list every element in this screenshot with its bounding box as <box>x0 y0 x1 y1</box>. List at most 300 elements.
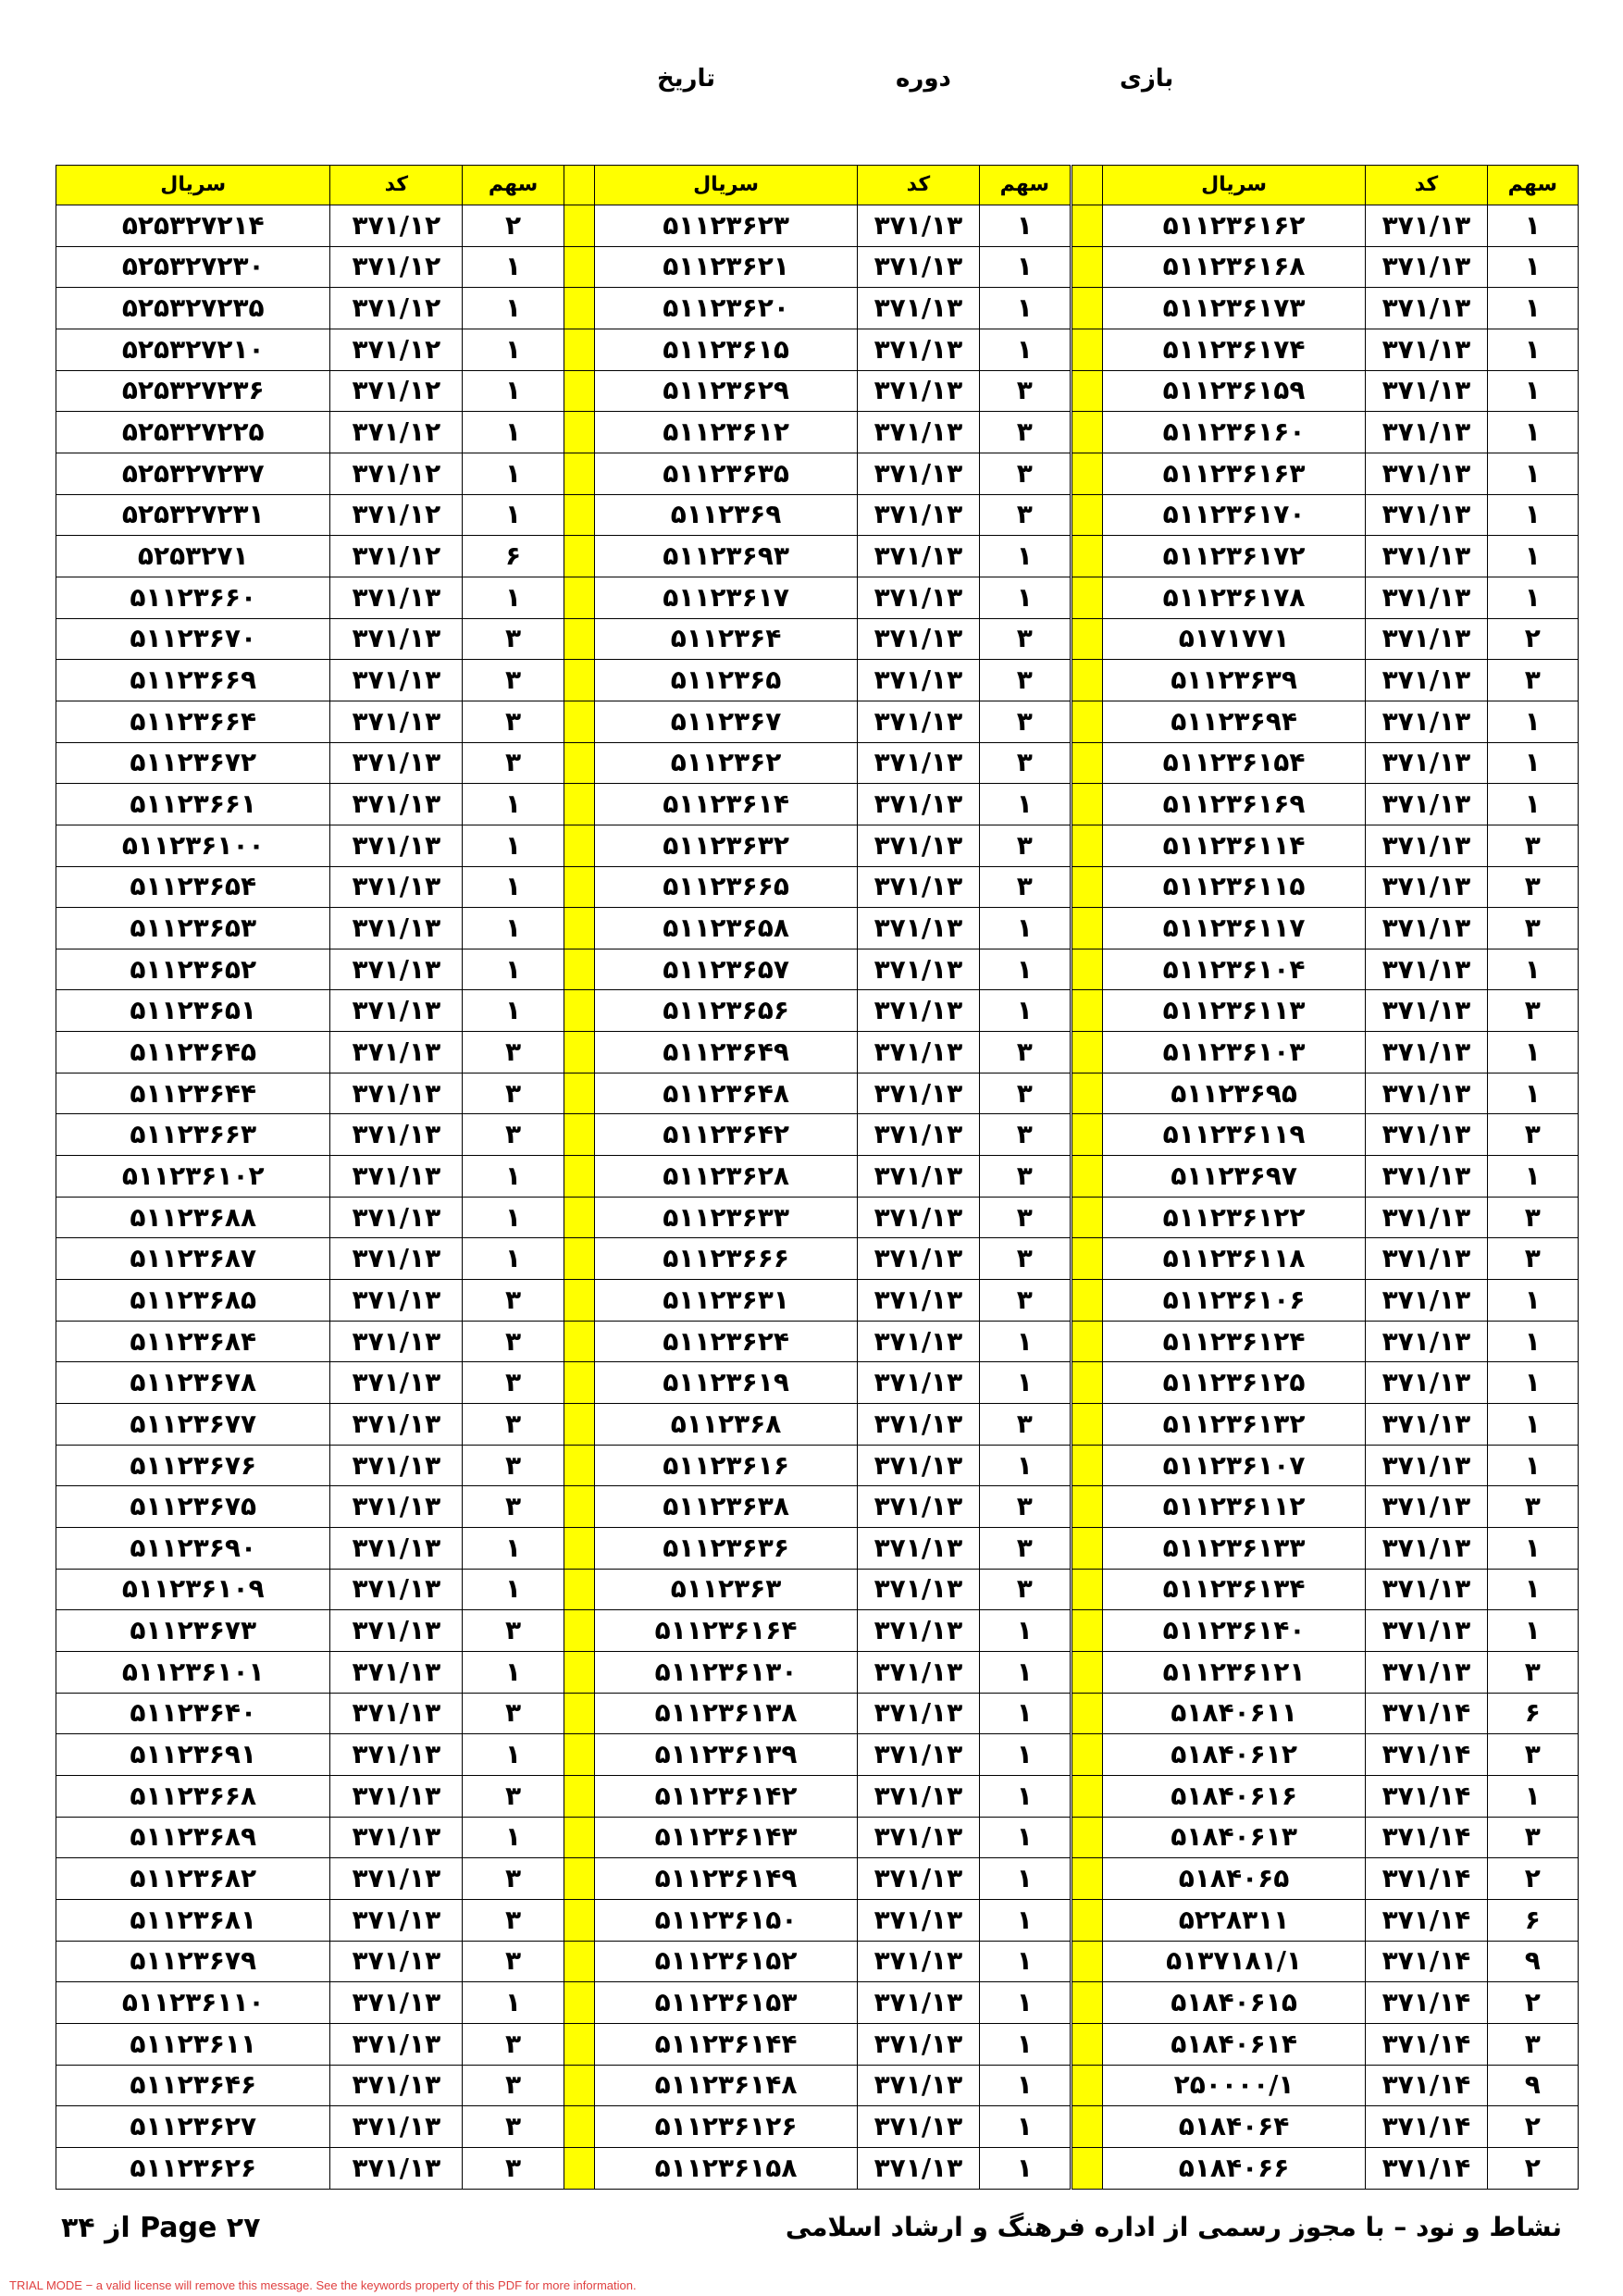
cell-kod: ۳۷۱/۱۳ <box>1366 742 1487 784</box>
cell-serial: ۵۱۱۲۳۶۱۷۸ <box>1102 577 1365 618</box>
cell-sahm: ۹ <box>1487 1941 1578 1982</box>
table-row <box>1072 1032 1579 1074</box>
cell-serial: ۵۱۱۲۳۶۱۲ <box>594 412 857 453</box>
table-row <box>1072 494 1579 536</box>
cell-serial: ۵۲۵۳۲۷۲۳۶ <box>56 370 330 412</box>
cell-kod: ۳۷۱/۱۴ <box>1366 1734 1487 1776</box>
table-row <box>1072 1982 1579 2024</box>
spacer-cell <box>1072 1238 1103 1280</box>
spacer-cell <box>564 1982 595 2024</box>
table-row <box>564 1073 1071 1114</box>
cell-sahm: ۳ <box>1487 1114 1578 1156</box>
cell-sahm: ۳ <box>979 701 1070 742</box>
cell-sahm: ۱ <box>1487 1362 1578 1404</box>
table-row <box>1072 1569 1579 1610</box>
cell-kod: ۳۷۱/۱۳ <box>1366 1156 1487 1198</box>
table-row <box>1072 1528 1579 1570</box>
spacer-cell <box>564 205 595 247</box>
cell-sahm: ۱ <box>1487 494 1578 536</box>
col-header-sahm: سهم <box>1487 166 1578 205</box>
cell-serial: ۵۱۱۲۳۶۱۰۷ <box>1102 1445 1365 1486</box>
cell-sahm: ۱ <box>463 412 564 453</box>
cell-serial: ۵۱۱۲۳۶۴۰ <box>56 1693 330 1734</box>
cell-serial: ۵۱۱۲۳۶۱۰۱ <box>56 1651 330 1693</box>
cell-kod: ۳۷۱/۱۳ <box>1366 701 1487 742</box>
cell-sahm: ۳ <box>463 2065 564 2106</box>
table-row <box>564 990 1071 1032</box>
spacer-cell <box>1072 288 1103 329</box>
cell-serial: ۵۱۱۲۳۶۱۶۳ <box>1102 453 1365 494</box>
cell-sahm: ۳ <box>1487 2023 1578 2065</box>
spacer-cell <box>1072 494 1103 536</box>
cell-serial: ۵۱۱۲۳۶۴۵ <box>56 1032 330 1074</box>
cell-sahm: ۱ <box>1487 1775 1578 1817</box>
table-row <box>56 1486 564 1528</box>
spacer-cell <box>1072 2147 1103 2189</box>
spacer-cell <box>564 618 595 660</box>
cell-sahm: ۱ <box>463 1734 564 1776</box>
cell-serial: ۵۱۱۲۳۶۱۴۳ <box>594 1817 857 1858</box>
table-row <box>564 1528 1071 1570</box>
cell-kod: ۳۷۱/۱۳ <box>330 1899 463 1941</box>
cell-sahm: ۳ <box>1487 908 1578 949</box>
cell-kod: ۳۷۱/۱۲ <box>330 536 463 577</box>
table-row <box>564 1941 1071 1982</box>
cell-sahm: ۱ <box>463 1238 564 1280</box>
spacer-cell <box>564 1404 595 1446</box>
cell-sahm: ۱ <box>1487 536 1578 577</box>
cell-kod: ۳۷۱/۱۳ <box>330 1073 463 1114</box>
cell-sahm: ۱ <box>1487 1280 1578 1322</box>
spacer-cell <box>1072 2065 1103 2106</box>
cell-kod: ۳۷۱/۱۳ <box>330 618 463 660</box>
cell-kod: ۳۷۱/۱۳ <box>330 1651 463 1693</box>
spacer-cell <box>1072 1817 1103 1858</box>
table-row <box>564 866 1071 908</box>
cell-kod: ۳۷۱/۱۳ <box>858 494 979 536</box>
cell-kod: ۳۷۱/۱۳ <box>1366 1651 1487 1693</box>
cell-serial: ۵۱۱۲۳۶۱۷۰ <box>1102 494 1365 536</box>
table-row <box>564 701 1071 742</box>
cell-serial: ۵۱۱۲۳۶۲۰ <box>594 288 857 329</box>
cell-kod: ۳۷۱/۱۳ <box>858 1858 979 1900</box>
cell-serial: ۵۱۱۲۳۶۱۱۳ <box>1102 990 1365 1032</box>
cell-kod: ۳۷۱/۱۳ <box>330 1528 463 1570</box>
table-row <box>56 908 564 949</box>
cell-serial: ۵۱۱۲۳۶۷ <box>594 701 857 742</box>
spacer-cell <box>1072 205 1103 247</box>
cell-sahm: ۲ <box>1487 1858 1578 1900</box>
cell-serial: ۵۱۱۲۳۶۷۷ <box>56 1404 330 1446</box>
table-row <box>564 288 1071 329</box>
table-row <box>56 412 564 453</box>
spacer-cell <box>1072 742 1103 784</box>
cell-serial: ۵۱۱۲۳۶۱۱۸ <box>1102 1238 1365 1280</box>
table-row <box>1072 2023 1579 2065</box>
cell-serial: ۵۱۱۲۳۶۵۶ <box>594 990 857 1032</box>
table-row <box>1072 1321 1579 1362</box>
cell-serial: ۵۱۱۲۳۶۸۵ <box>56 1280 330 1322</box>
cell-kod: ۳۷۱/۱۳ <box>858 1197 979 1238</box>
cell-serial: ۵۱۱۲۳۶۵۸ <box>594 908 857 949</box>
cell-kod: ۳۷۱/۱۳ <box>858 701 979 742</box>
cell-sahm: ۳ <box>979 412 1070 453</box>
table-row <box>1072 742 1579 784</box>
spacer-cell <box>1072 1156 1103 1198</box>
cell-kod: ۳۷۱/۱۲ <box>330 205 463 247</box>
spacer-cell <box>1072 908 1103 949</box>
cell-sahm: ۲ <box>1487 2147 1578 2189</box>
spacer-cell <box>564 412 595 453</box>
cell-serial: ۵۲۲۸۳۱۱ <box>1102 1899 1365 1941</box>
cell-serial: ۵۱۱۲۳۶۶۹ <box>56 660 330 701</box>
spacer-cell <box>564 660 595 701</box>
spacer-cell <box>564 577 595 618</box>
cell-sahm: ۱ <box>979 1321 1070 1362</box>
spacer-cell <box>1072 1610 1103 1652</box>
table-row <box>56 1321 564 1362</box>
table-row <box>564 1156 1071 1198</box>
cell-serial: ۵۱۱۲۳۶۲۸ <box>594 1156 857 1198</box>
spacer-cell <box>1072 1982 1103 2024</box>
table-row <box>1072 990 1579 1032</box>
cell-serial: ۵۱۱۲۳۶۳۲ <box>594 825 857 866</box>
cell-serial: ۵۱۱۲۳۶۳۸ <box>594 1486 857 1528</box>
cell-kod: ۳۷۱/۱۳ <box>858 742 979 784</box>
header-tarikh: تاریخ <box>657 65 715 93</box>
cell-serial: ۵۱۱۲۳۶۱۳۲ <box>1102 1404 1365 1446</box>
table-row <box>56 701 564 742</box>
cell-sahm: ۱ <box>1487 329 1578 370</box>
spacer-cell <box>1072 949 1103 990</box>
cell-serial: ۵۱۱۲۳۶۱۱۵ <box>1102 866 1365 908</box>
cell-serial: ۵۱۱۲۳۶۳۹ <box>1102 660 1365 701</box>
cell-serial: ۵۱۱۲۳۶۱۷۴ <box>1102 329 1365 370</box>
cell-sahm: ۱ <box>979 577 1070 618</box>
cell-sahm: ۱ <box>1487 246 1578 288</box>
table-row <box>56 1982 564 2024</box>
spacer-cell <box>1072 1404 1103 1446</box>
table-row <box>56 2106 564 2148</box>
cell-serial: ۵۱۱۲۳۶۱۳۹ <box>594 1734 857 1776</box>
trial-watermark: TRIAL MODE − a valid license will remove this message. See the keywords property of this PDF for more information. <box>9 2278 637 2292</box>
cell-sahm: ۹ <box>1487 2065 1578 2106</box>
cell-sahm: ۱ <box>463 288 564 329</box>
table-row <box>56 1569 564 1610</box>
spacer-cell <box>1072 2023 1103 2065</box>
cell-serial: ۵۱۱۲۳۶۵۳ <box>56 908 330 949</box>
table-row <box>564 784 1071 825</box>
cell-kod: ۳۷۱/۱۳ <box>330 660 463 701</box>
cell-serial: ۵۱۱۲۳۶۳۳ <box>594 1197 857 1238</box>
table-row <box>56 825 564 866</box>
table-row <box>56 453 564 494</box>
spacer-cell <box>564 908 595 949</box>
spacer-cell <box>1072 1941 1103 1982</box>
cell-kod: ۳۷۱/۱۳ <box>858 1941 979 1982</box>
cell-kod: ۳۷۱/۱۳ <box>1366 288 1487 329</box>
table-row <box>56 1693 564 1734</box>
table-row <box>564 329 1071 370</box>
cell-sahm: ۳ <box>463 1899 564 1941</box>
cell-kod: ۳۷۱/۱۳ <box>858 825 979 866</box>
cell-sahm: ۱ <box>463 1569 564 1610</box>
spacer-cell <box>1072 1858 1103 1900</box>
cell-serial: ۵۱۱۲۳۶۴۶ <box>56 2065 330 2106</box>
header-bazi: بازی <box>1120 65 1174 93</box>
cell-serial: ۵۱۱۲۳۶۱۶۰ <box>1102 412 1365 453</box>
cell-kod: ۳۷۱/۱۳ <box>330 908 463 949</box>
table-row <box>56 1238 564 1280</box>
table-row <box>564 1486 1071 1528</box>
cell-serial: ۵۱۱۲۳۶۱۲۶ <box>594 2106 857 2148</box>
table-row <box>1072 1197 1579 1238</box>
cell-sahm: ۳ <box>1487 866 1578 908</box>
table-row <box>1072 1693 1579 1734</box>
col-header-serial: سریال <box>594 166 857 205</box>
cell-serial: ۵۱۱۲۳۶۱۴۴ <box>594 2023 857 2065</box>
cell-serial: ۵۱۷۱۷۷۱ <box>1102 618 1365 660</box>
table-row <box>1072 1156 1579 1198</box>
cell-serial: ۵۱۱۲۳۶۶۸ <box>56 1775 330 1817</box>
cell-sahm: ۱ <box>463 949 564 990</box>
table-row <box>1072 1114 1579 1156</box>
cell-serial: ۵۱۱۲۳۶۴۸ <box>594 1073 857 1114</box>
table-row <box>1072 825 1579 866</box>
spacer-cell <box>564 1899 595 1941</box>
cell-serial: ۵۱۸۴۰۶۴ <box>1102 2106 1365 2148</box>
table-row <box>564 908 1071 949</box>
col-header-kod: کد <box>858 166 979 205</box>
cell-serial: ۵۱۱۲۳۶۵۲ <box>56 949 330 990</box>
cell-kod: ۳۷۱/۱۳ <box>330 1734 463 1776</box>
cell-sahm: ۱ <box>463 370 564 412</box>
cell-kod: ۳۷۱/۱۳ <box>1366 1321 1487 1362</box>
table-row <box>564 453 1071 494</box>
cell-serial: ۵۱۱۲۳۶۹۱ <box>56 1734 330 1776</box>
cell-kod: ۳۷۱/۱۳ <box>330 2065 463 2106</box>
spacer-cell <box>564 949 595 990</box>
table-row <box>564 1693 1071 1734</box>
spacer-cell <box>1072 1280 1103 1322</box>
cell-sahm: ۳ <box>979 866 1070 908</box>
cell-sahm: ۱ <box>1487 1445 1578 1486</box>
cell-sahm: ۱ <box>979 1693 1070 1734</box>
cell-serial: ۵۱۱۲۳۶۱۷۳ <box>1102 288 1365 329</box>
cell-sahm: ۳ <box>979 1569 1070 1610</box>
cell-sahm: ۱ <box>1487 701 1578 742</box>
cell-sahm: ۳ <box>979 825 1070 866</box>
table-row <box>564 2147 1071 2189</box>
cell-serial: ۵۱۱۲۳۶۱۰۲ <box>56 1156 330 1198</box>
spacer-cell <box>1072 2106 1103 2148</box>
cell-sahm: ۱ <box>1487 1610 1578 1652</box>
table-row <box>1072 412 1579 453</box>
spacer-cell <box>564 1445 595 1486</box>
table-row <box>564 1651 1071 1693</box>
table-row <box>56 1280 564 1322</box>
cell-kod: ۳۷۱/۱۴ <box>1366 1693 1487 1734</box>
cell-sahm: ۱ <box>463 453 564 494</box>
cell-sahm: ۳ <box>1487 1817 1578 1858</box>
cell-sahm: ۱ <box>1487 370 1578 412</box>
cell-serial: ۵۱۱۲۳۶۱۵۸ <box>594 2147 857 2189</box>
cell-sahm: ۱ <box>979 1941 1070 1982</box>
cell-serial: ۵۱۱۲۳۶۵ <box>594 660 857 701</box>
table-row <box>56 1734 564 1776</box>
cell-sahm: ۳ <box>463 1941 564 1982</box>
spacer-cell <box>564 1280 595 1322</box>
cell-sahm: ۱ <box>1487 949 1578 990</box>
cell-serial: ۵۱۸۴۰۶۱۳ <box>1102 1817 1365 1858</box>
cell-serial: ۵۱۱۲۳۶۲ <box>594 742 857 784</box>
cell-sahm: ۲ <box>1487 618 1578 660</box>
cell-sahm: ۱ <box>979 1775 1070 1817</box>
spacer-cell <box>1072 660 1103 701</box>
spacer-cell <box>564 2106 595 2148</box>
cell-sahm: ۱ <box>1487 1156 1578 1198</box>
cell-sahm: ۳ <box>1487 825 1578 866</box>
cell-kod: ۳۷۱/۱۳ <box>1366 1114 1487 1156</box>
cell-kod: ۳۷۱/۱۲ <box>330 494 463 536</box>
table-row <box>1072 1817 1579 1858</box>
cell-serial: ۵۱۱۲۳۶۸۱ <box>56 1899 330 1941</box>
cell-kod: ۳۷۱/۱۳ <box>330 2106 463 2148</box>
cell-sahm: ۳ <box>1487 1734 1578 1776</box>
table-row <box>56 1858 564 1900</box>
cell-kod: ۳۷۱/۱۳ <box>1366 453 1487 494</box>
table-row <box>564 1197 1071 1238</box>
table-row <box>56 1941 564 1982</box>
spacer-cell <box>564 1238 595 1280</box>
cell-sahm: ۳ <box>463 2147 564 2189</box>
cell-kod: ۳۷۱/۱۳ <box>858 1238 979 1280</box>
table-row <box>564 1445 1071 1486</box>
table-row <box>1072 908 1579 949</box>
cell-sahm: ۱ <box>979 288 1070 329</box>
table-row <box>1072 2106 1579 2148</box>
cell-kod: ۳۷۱/۱۳ <box>330 1238 463 1280</box>
cell-kod: ۳۷۱/۱۳ <box>330 1610 463 1652</box>
cell-sahm: ۲ <box>1487 1982 1578 2024</box>
spacer-cell <box>1072 246 1103 288</box>
spacer-cell <box>1072 1197 1103 1238</box>
spacer-cell <box>1072 701 1103 742</box>
cell-kod: ۳۷۱/۱۳ <box>858 1651 979 1693</box>
cell-kod: ۳۷۱/۱۳ <box>1366 1197 1487 1238</box>
cell-sahm: ۶ <box>463 536 564 577</box>
table-row <box>56 2147 564 2189</box>
spacer-cell <box>564 2065 595 2106</box>
table-row <box>1072 1404 1579 1446</box>
cell-kod: ۳۷۱/۱۳ <box>1366 949 1487 990</box>
cell-sahm: ۱ <box>979 784 1070 825</box>
cell-serial: ۵۱۱۲۳۶۱۲۵ <box>1102 1362 1365 1404</box>
spacer-cell <box>1072 1651 1103 1693</box>
cell-sahm: ۳ <box>979 494 1070 536</box>
table-row <box>1072 1073 1579 1114</box>
cell-serial: ۵۲۵۳۲۷۲۳۷ <box>56 453 330 494</box>
spacer-cell <box>1072 1321 1103 1362</box>
cell-kod: ۳۷۱/۱۳ <box>858 784 979 825</box>
cell-kod: ۳۷۱/۱۳ <box>858 618 979 660</box>
cell-sahm: ۱ <box>979 1362 1070 1404</box>
cell-serial: ۵۱۱۲۳۶۱۵۰ <box>594 1899 857 1941</box>
spacer-cell <box>564 1362 595 1404</box>
cell-sahm: ۳ <box>1487 1651 1578 1693</box>
spacer-cell <box>564 1569 595 1610</box>
spacer-cell <box>564 1032 595 1074</box>
cell-serial: ۵۱۱۲۳۶۵۴ <box>56 866 330 908</box>
cell-serial: ۵۱۱۲۳۶۵۱ <box>56 990 330 1032</box>
table-row <box>56 288 564 329</box>
cell-kod: ۳۷۱/۱۳ <box>330 2147 463 2189</box>
table-row <box>56 1404 564 1446</box>
cell-kod: ۳۷۱/۱۳ <box>858 990 979 1032</box>
spacer-cell <box>564 1486 595 1528</box>
table-row <box>564 1817 1071 1858</box>
cell-sahm: ۳ <box>979 1197 1070 1238</box>
cell-kod: ۳۷۱/۱۳ <box>858 1693 979 1734</box>
cell-sahm: ۱ <box>463 908 564 949</box>
cell-serial: ۵۱۱۲۳۶۲۷ <box>56 2106 330 2148</box>
cell-serial: ۵۱۱۲۳۶۹۰ <box>56 1528 330 1570</box>
table-row <box>1072 660 1579 701</box>
table-row <box>1072 701 1579 742</box>
cell-serial: ۵۱۱۲۳۶۹۴ <box>1102 701 1365 742</box>
cell-serial: ۵۱۱۲۳۶۱۴۸ <box>594 2065 857 2106</box>
spacer-cell <box>564 1321 595 1362</box>
spacer-cell <box>564 1941 595 1982</box>
table-row <box>564 1899 1071 1941</box>
cell-kod: ۳۷۱/۱۳ <box>858 1982 979 2024</box>
cell-kod: ۳۷۱/۱۳ <box>858 2023 979 2065</box>
cell-sahm: ۳ <box>979 742 1070 784</box>
cell-serial: ۵۲۵۳۲۷۲۲۵ <box>56 412 330 453</box>
col-header-sahm: سهم <box>979 166 1070 205</box>
cell-kod: ۳۷۱/۱۳ <box>858 205 979 247</box>
spacer-cell <box>1072 1073 1103 1114</box>
cell-kod: ۳۷۱/۱۳ <box>1366 990 1487 1032</box>
cell-sahm: ۳ <box>463 1610 564 1652</box>
cell-serial: ۵۱۱۲۳۶۱۳۴ <box>1102 1569 1365 1610</box>
cell-serial: ۵۱۱۲۳۶۳۵ <box>594 453 857 494</box>
cell-serial: ۵۱۱۲۳۶۱۳۰ <box>594 1651 857 1693</box>
cell-sahm: ۱ <box>1487 205 1578 247</box>
cell-kod: ۳۷۱/۱۳ <box>330 1114 463 1156</box>
cell-sahm: ۳ <box>979 1404 1070 1446</box>
spacer-cell <box>1072 1693 1103 1734</box>
cell-serial: ۵۱۱۲۳۶۲۱ <box>594 246 857 288</box>
cell-serial: ۵۱۸۴۰۶۶ <box>1102 2147 1365 2189</box>
table-row <box>56 1156 564 1198</box>
cell-serial: ۲۵۰۰۰۰/۱ <box>1102 2065 1365 2106</box>
cell-serial: ۵۱۱۲۳۶۵۷ <box>594 949 857 990</box>
table-row <box>1072 1280 1579 1322</box>
cell-kod: ۳۷۱/۱۴ <box>1366 1817 1487 1858</box>
cell-kod: ۳۷۱/۱۴ <box>1366 1899 1487 1941</box>
cell-kod: ۳۷۱/۱۳ <box>1366 1073 1487 1114</box>
cell-kod: ۳۷۱/۱۳ <box>858 660 979 701</box>
cell-sahm: ۱ <box>463 246 564 288</box>
spacer-cell <box>564 370 595 412</box>
table-row <box>56 1197 564 1238</box>
table-row <box>564 1032 1071 1074</box>
cell-sahm: ۱ <box>979 1651 1070 1693</box>
cell-kod: ۳۷۱/۱۳ <box>330 1032 463 1074</box>
spacer-cell <box>1072 784 1103 825</box>
cell-serial: ۵۱۱۲۳۶۶۰ <box>56 577 330 618</box>
